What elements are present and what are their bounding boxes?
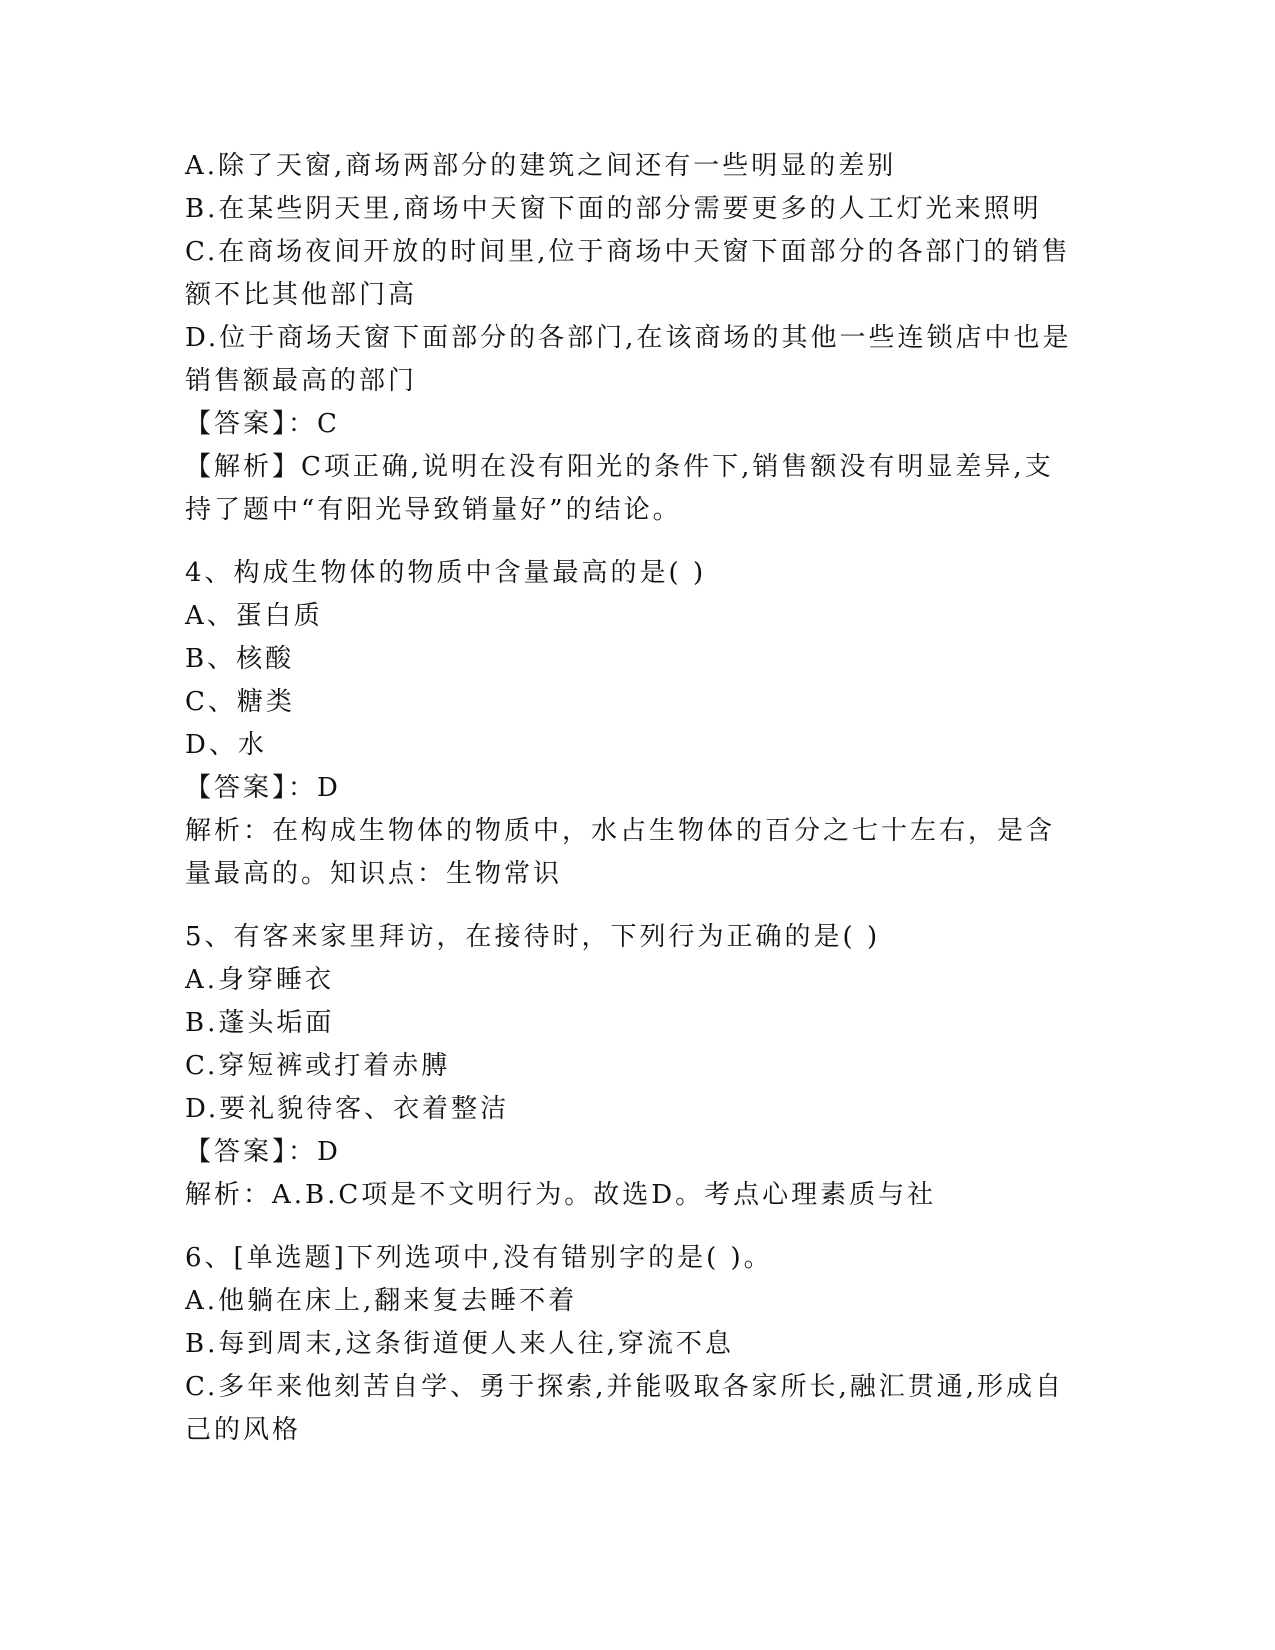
explanation: 解析：A.B.C项是不文明行为。故选D。考点心理素质与社 [185, 1180, 937, 1210]
option-c: C.在商场夜间开放的时间里,位于商场中天窗下面部分的各部门的销售 [185, 237, 1071, 267]
option-b: B.每到周末,这条街道便人来人往,穿流不息 [185, 1329, 734, 1359]
option-a: A、蛋白质 [185, 601, 323, 631]
option-c: C.多年来他刻苦自学、勇于探索,并能吸取各家所长,融汇贯通,形成自 [185, 1372, 1065, 1402]
question-stem: 6、[单选题]下列选项中,没有错别字的是( )。 [185, 1243, 773, 1273]
explanation: 解析：在构成生物体的物质中，水占生物体的百分之七十左右，是含 [185, 816, 1056, 846]
explanation-cont: 持了题中“有阳光导致销量好”的结论。 [185, 495, 682, 525]
explanation-cont: 量最高的。知识点：生物常识 [185, 859, 563, 889]
option-b: B.蓬头垢面 [185, 1008, 335, 1038]
option-a: A.除了天窗,商场两部分的建筑之间还有一些明显的差别 [185, 151, 897, 181]
option-c-cont: 己的风格 [185, 1415, 302, 1445]
option-a: A.他躺在床上,翻来复去睡不着 [185, 1286, 578, 1316]
option-d: D.位于商场天窗下面部分的各部门,在该商场的其他一些连锁店中也是 [185, 323, 1072, 353]
option-d: D、水 [185, 730, 267, 760]
question-stem: 4、构成生物体的物质中含量最高的是( ) [185, 558, 707, 588]
question-6 [185, 1237, 1085, 1452]
option-d: D.要礼貌待客、衣着整洁 [185, 1094, 510, 1124]
answer: 【答案】：D [185, 773, 341, 803]
question-4 [185, 552, 1085, 896]
document-page [185, 145, 1085, 1452]
option-b: B、核酸 [185, 644, 295, 674]
option-c-cont: 额不比其他部门高 [185, 280, 418, 310]
option-d-cont: 销售额最高的部门 [185, 366, 418, 396]
option-c: C、糖类 [185, 687, 295, 717]
question-5 [185, 916, 1085, 1217]
question-stem: 5、有客来家里拜访，在接待时，下列行为正确的是( ) [185, 922, 881, 952]
option-b: B.在某些阴天里,商场中天窗下面的部分需要更多的人工灯光来照明 [185, 194, 1042, 224]
answer: 【答案】：C [185, 409, 340, 439]
question-3-tail [185, 145, 1085, 532]
option-a: A.身穿睡衣 [185, 965, 335, 995]
answer: 【答案】：D [185, 1137, 341, 1167]
option-c: C.穿短裤或打着赤膊 [185, 1051, 451, 1081]
explanation: 【解析】C项正确,说明在没有阳光的条件下,销售额没有明显差异,支 [185, 452, 1054, 482]
